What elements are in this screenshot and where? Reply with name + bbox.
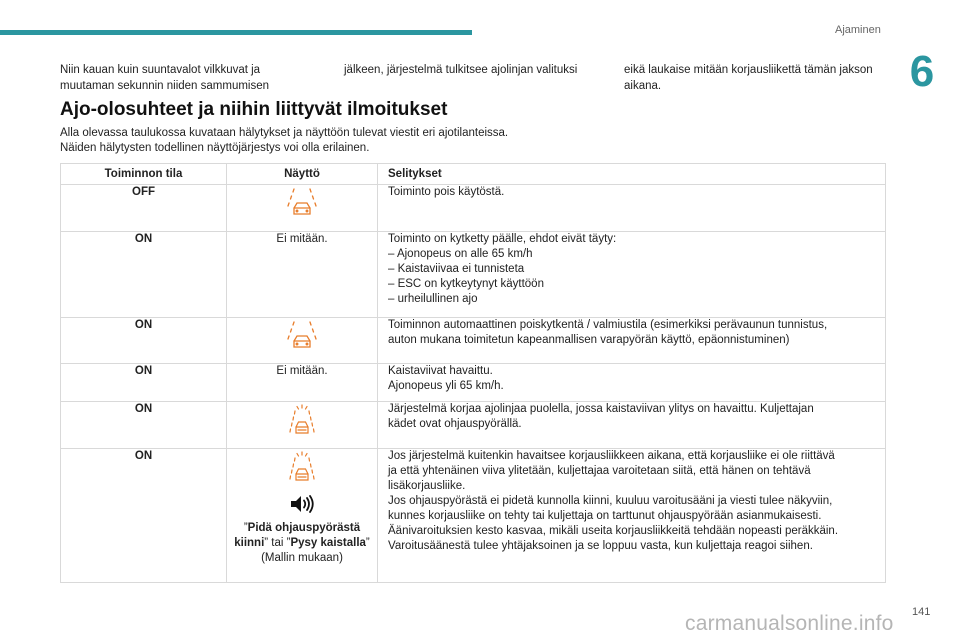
explanation-line: Äänivaroituksien kesto kasvaa, mikäli useita korjausliikkeitä tehdään nopeasti peräkkäin. <box>388 525 839 537</box>
description-line: Näiden hälytysten todellinen näyttöjärjestys voi olla erilainen. <box>60 142 370 154</box>
section-title: Ajaminen <box>835 24 881 36</box>
explanation-line: – ESC on kytkeytynyt käyttöön <box>388 278 544 290</box>
explanation-cell <box>378 318 886 364</box>
explanation-line: kunnes korjausliike on tehty tai kuljettaja on tarttunut ohjauspyörään asianmukaisesti. <box>388 510 822 522</box>
display-cell <box>227 402 378 449</box>
table-row <box>61 185 886 232</box>
conditions-table <box>60 163 886 583</box>
explanation-line: – urheilullinen ajo <box>388 293 478 305</box>
speaker-icon <box>289 494 315 514</box>
header-bar <box>0 30 472 35</box>
table-header-row <box>61 164 886 185</box>
table-row <box>61 364 886 402</box>
lane-assist-icon <box>285 187 319 217</box>
description-line: Alla olevassa taulukossa kuvataan hälytykset ja näyttöön tulevat viestit eri ajotilanteissa. <box>60 127 509 139</box>
intro-column-2: jälkeen, järjestelmä tulkitsee ajolinjan valituksi <box>344 64 578 76</box>
explanation-line: Toiminto pois käytöstä. <box>388 186 505 198</box>
lane-assist-icon <box>285 320 319 350</box>
lane-correction-icon <box>285 451 319 483</box>
description <box>60 126 508 156</box>
state-cell: ON <box>61 402 227 449</box>
explanation-line: auton mukana toimitetun kapeanmallisen varapyörän käyttö, epäonnistuminen) <box>388 334 790 346</box>
lane-correction-icon <box>285 404 319 436</box>
display-cell <box>227 449 378 583</box>
state-cell: ON <box>61 232 227 318</box>
state-cell: ON <box>61 449 227 583</box>
intro-column-3: eikä laukaise mitään korjausliikettä tämän jakson aikana. <box>624 64 873 92</box>
explanation-line: Jos järjestelmä kuitenkin havaitsee korjausliikkeen aikana, että korjausliike ei ole riittävä <box>388 450 835 462</box>
explanation-line: Toiminnon automaattinen poiskytkentä / valmiustila (esimerkiksi perävaunun tunnistus, <box>388 319 828 331</box>
watermark: carmanualsonline.info <box>685 612 894 635</box>
table-row <box>61 402 886 449</box>
explanation-line: lisäkorjausliike. <box>388 480 466 492</box>
explanation-line: Varoitusäänestä tulee yhtäjaksoinen ja se loppuu vasta, kun kuljettaja reagoi siihen. <box>388 540 813 552</box>
display-cell: Ei mitään. <box>227 364 378 402</box>
explanation-line: – Ajonopeus on alle 65 km/h <box>388 248 533 260</box>
intro-column-1: Niin kauan kuin suuntavalot vilkkuvat ja muutaman sekunnin niiden sammumisen <box>60 64 270 92</box>
explanation-line: kädet ovat ohjauspyörällä. <box>388 418 522 430</box>
explanation-cell <box>378 449 886 583</box>
explanation-cell <box>378 185 886 232</box>
explanation-line: Jos ohjauspyörästä ei pidetä kunnolla kiinni, kuuluu varoitusääni ja viesti tulee näkyviin, <box>388 495 833 507</box>
display-cell <box>227 185 378 232</box>
warning-message: ”Pidä ohjauspyörästä kiinni” tai ”Pysy kaistalla” (Mallin mukaan) <box>234 522 370 564</box>
explanation-line: ja että yhtenäinen viiva ylitetään, kuljettajaa varoitetaan siitä, että hänen on tehtävä <box>388 465 811 477</box>
chapter-number: 6 <box>909 47 935 96</box>
page-title: Ajo-olosuhteet ja niihin liittyvät ilmoitukset <box>60 99 448 120</box>
table-row <box>61 232 886 318</box>
explanation-line: – Kaistaviivaa ei tunnisteta <box>388 263 525 275</box>
explanation-line: Ajonopeus yli 65 km/h. <box>388 380 504 392</box>
explanation-cell <box>378 364 886 402</box>
header-state: Toiminnon tila <box>61 164 227 185</box>
table-row <box>61 318 886 364</box>
header-explanation: Selitykset <box>378 164 886 185</box>
table-row <box>61 449 886 583</box>
display-cell <box>227 318 378 364</box>
explanation-cell <box>378 232 886 318</box>
explanation-line: Toiminto on kytketty päälle, ehdot eivät täyty: <box>388 233 617 245</box>
page-number: 141 <box>912 606 931 618</box>
display-cell: Ei mitään. <box>227 232 378 318</box>
explanation-cell <box>378 402 886 449</box>
header-display: Näyttö <box>227 164 378 185</box>
state-cell: ON <box>61 364 227 402</box>
state-cell: ON <box>61 318 227 364</box>
state-cell: OFF <box>61 185 227 232</box>
explanation-line: Järjestelmä korjaa ajolinjaa puolella, jossa kaistaviivan ylitys on havaittu. Kuljettajan <box>388 403 814 415</box>
explanation-line: Kaistaviivat havaittu. <box>388 365 493 377</box>
